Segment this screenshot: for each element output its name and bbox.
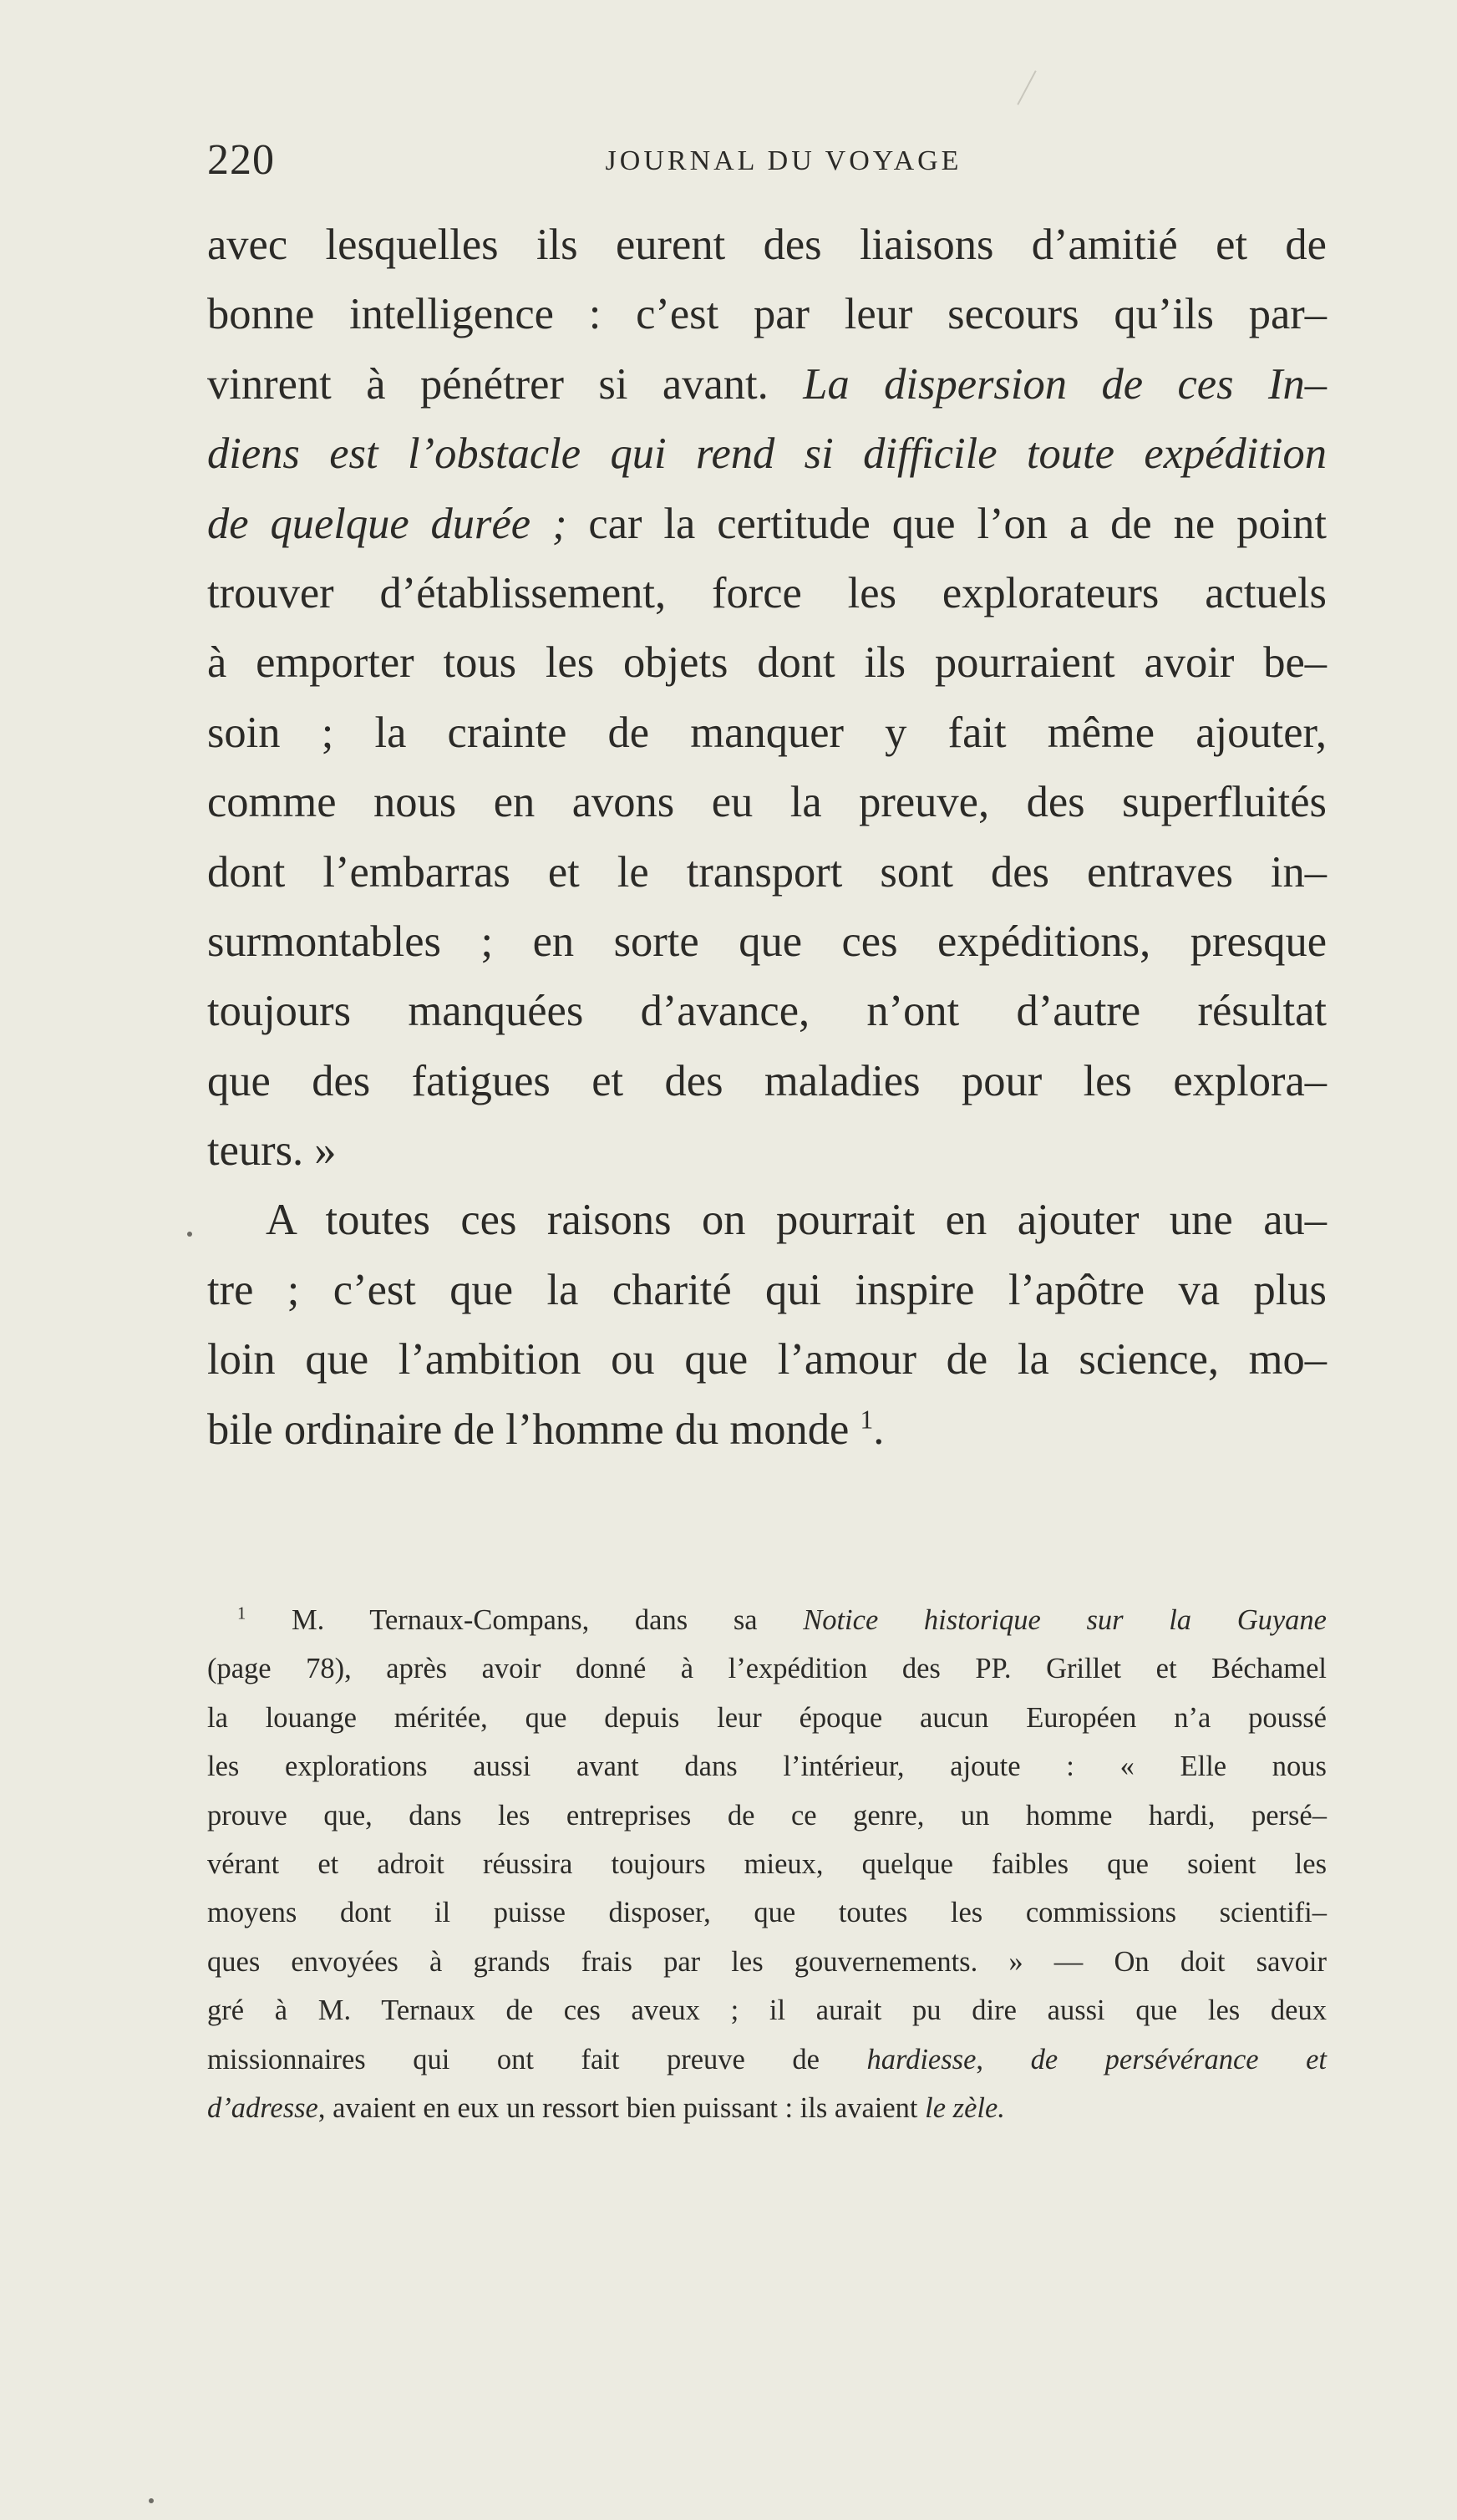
text-line: avec lesquelles ils eurent des liaisons d’amitié et de <box>207 221 1327 269</box>
italic-phrase: diens est l’obstacle qui rend si difficile toute expédition <box>207 429 1327 479</box>
text-line: toujours manquées d’avance, n’ont d’autre résultat <box>207 987 1327 1036</box>
text-line: trouver d’établissement, force les explorateurs actuels <box>207 568 1327 617</box>
pencil-mark <box>1017 70 1036 105</box>
text-line: dont l’embarras et le transport sont des entraves in– <box>207 847 1327 897</box>
footnote-line: $^1$ M. Ternaux-Compans, dans sa Notice historique sur la Guyane <box>237 1604 1327 1636</box>
italic-phrase: d’adresse <box>207 2091 318 2124</box>
text-line: vinrent à pénétrer si avant. La dispersion de ces In– <box>207 359 1327 409</box>
italic-phrase: hardiesse <box>866 2043 977 2075</box>
running-head <box>207 135 1327 185</box>
footnote-line: les explorations aussi avant dans l’intérieur, ajoute : « Elle nous <box>207 1750 1327 1783</box>
text-line: surmontables ; en sorte que ces expéditions, presque <box>207 917 1327 966</box>
footnote-line: ques envoyées à grands frais par les gouvernements. » — On doit savoir <box>207 1945 1327 1978</box>
footnote-line: d’adresse, avaient en eux un ressort bien puissant : ils avaient le zèle. <box>207 2091 1005 2124</box>
text-line: tre ; c’est que la charité qui inspire l’apôtre va plus <box>207 1265 1327 1314</box>
footnote-line: gré à M. Ternaux de ces aveux ; il aurait pu dire aussi que les deux <box>207 1994 1327 2027</box>
italic-phrase: de persévérance et <box>1030 2043 1327 2075</box>
footnote-marker: 1 <box>237 1604 246 1623</box>
text-line: teurs. » <box>207 1126 337 1176</box>
text-line: bonne intelligence : c’est par leur secours qu’ils par– <box>207 290 1327 339</box>
running-title: JOURNAL DU VOYAGE <box>605 145 962 176</box>
footnote-line: moyens dont il puisse disposer, que toutes les commissions scientifi– <box>207 1897 1327 1929</box>
text-line: comme nous en avons eu la preuve, des superfluités <box>207 778 1327 827</box>
ink-speck <box>187 1232 192 1237</box>
text-line: que des fatigues et des maladies pour les explora– <box>207 1056 1327 1105</box>
page-number: 220 <box>207 136 275 184</box>
footnote <box>207 1596 1327 2132</box>
italic-phrase: de quelque durée ; <box>207 499 567 548</box>
text-line: A toutes ces raisons on pourrait en ajouter une au– <box>266 1196 1327 1245</box>
footnote-line: missionnaires qui ont fait preuve de hardiesse, de persévérance et <box>207 2043 1327 2075</box>
main-text <box>207 211 1327 1465</box>
italic-phrase: La dispersion de ces In– <box>803 359 1327 409</box>
footnote-line: prouve que, dans les entreprises de ce genre, un homme hardi, persé– <box>207 1799 1327 1832</box>
text-line: bile ordinaire de l’homme du monde $^1$. <box>207 1405 885 1454</box>
italic-phrase: le zèle. <box>925 2091 1005 2124</box>
ink-speck <box>149 2498 154 2503</box>
text-line: soin ; la crainte de manquer y fait même ajouter, <box>207 708 1327 757</box>
footnote-line: (page 78), après avoir donné à l’expédition des PP. Grillet et Béchamel <box>207 1653 1327 1685</box>
footnote-reference: 1 <box>860 1405 874 1435</box>
text-line: loin que l’ambition ou que l’amour de la science, mo– <box>207 1335 1327 1384</box>
text-line: de quelque durée ; car la certitude que l’on a de ne point <box>207 499 1328 548</box>
text-line <box>207 419 1327 489</box>
footnote-line: la louange méritée, que depuis leur époque aucun Européen n’a poussé <box>207 1701 1327 1734</box>
text-line: à emporter tous les objets dont ils pourraient avoir be– <box>207 638 1327 688</box>
italic-title: Notice historique sur la Guyane <box>803 1604 1327 1636</box>
footnote-line: vérant et adroit réussira toujours mieux, quelque faibles que soient les <box>207 1847 1327 1880</box>
